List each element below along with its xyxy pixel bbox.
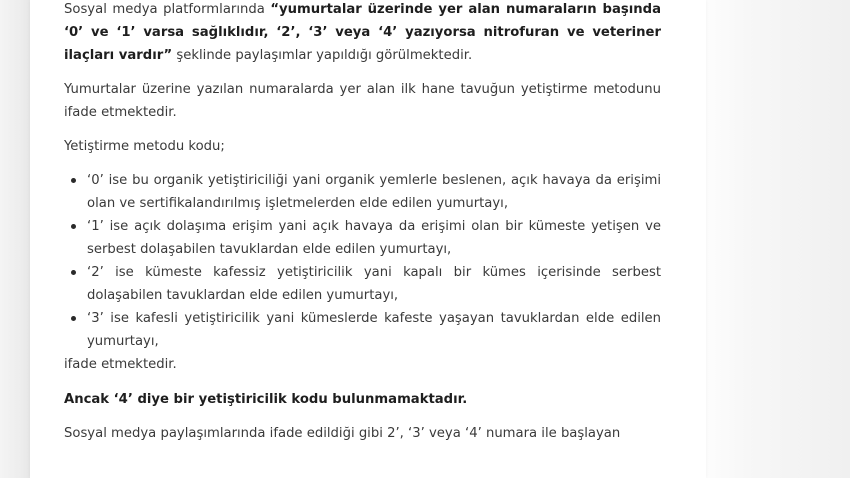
right-margin-shadow: [690, 0, 850, 478]
explanation-paragraph: Yumurtalar üzerine yazılan numaralarda yer alan ilk hane tavuğun yetiştirme metodunu ifade etmektedir.: [64, 82, 661, 120]
codes-heading: Yetiştirme metodu kodu;: [64, 139, 225, 154]
codes-closing: ifade etmektedir.: [64, 357, 177, 372]
final-paragraph: Sosyal medya paylaşımlarında ifade edildiği gibi 2’, ‘3’ veya ‘4’ numara ile başlayan: [64, 426, 621, 441]
list-item: ‘3’ ise kafesli yetiştiricilik yani kümeslerde kafeste yaşayan tavuklardan elde edilen yumurtayı,: [64, 307, 661, 353]
intro-claim: “yumurtalar üzerinde yer alan numaraların başında ‘0’ ve ‘1’ varsa sağlıklıdır, ‘2’, ‘3’ veya ‘4’ yazıyorsa nitrofuran ve veteriner ilaçları vardır”: [64, 2, 661, 63]
left-margin-shadow: [0, 0, 34, 478]
conclusion-paragraph: [64, 388, 661, 411]
intro-tail: şeklinde paylaşımlar yapıldığı görülmektedir.: [172, 48, 473, 63]
article-body: [64, 0, 661, 456]
list-item: ‘0’ ise bu organik yetiştiriciliği yani organik yemlerle beslenen, açık havaya da erişimi olan ve sertifikalandırılmış işletmelerden elde edilen yumurtayı,: [64, 169, 661, 215]
list-item: ‘1’ ise açık dolaşıma erişim yani açık havaya da erişimi olan bir kümeste yetişen ve serbest dolaşabilen tavuklardan elde edilen yumurtayı,: [64, 215, 661, 261]
codes-list: [64, 169, 661, 353]
intro-paragraph: [64, 0, 661, 67]
intro-lead: Sosyal medya platformlarında: [64, 2, 271, 17]
list-item: ‘2’ ise kümeste kafessiz yetiştiricilik yani kapalı bir kümes içerisinde serbest dolaşabilen tavuklardan elde edilen yumurtayı,: [64, 261, 661, 307]
conclusion-bold: Ancak ‘4’ diye bir yetiştiricilik kodu bulunmamaktadır.: [64, 392, 468, 407]
